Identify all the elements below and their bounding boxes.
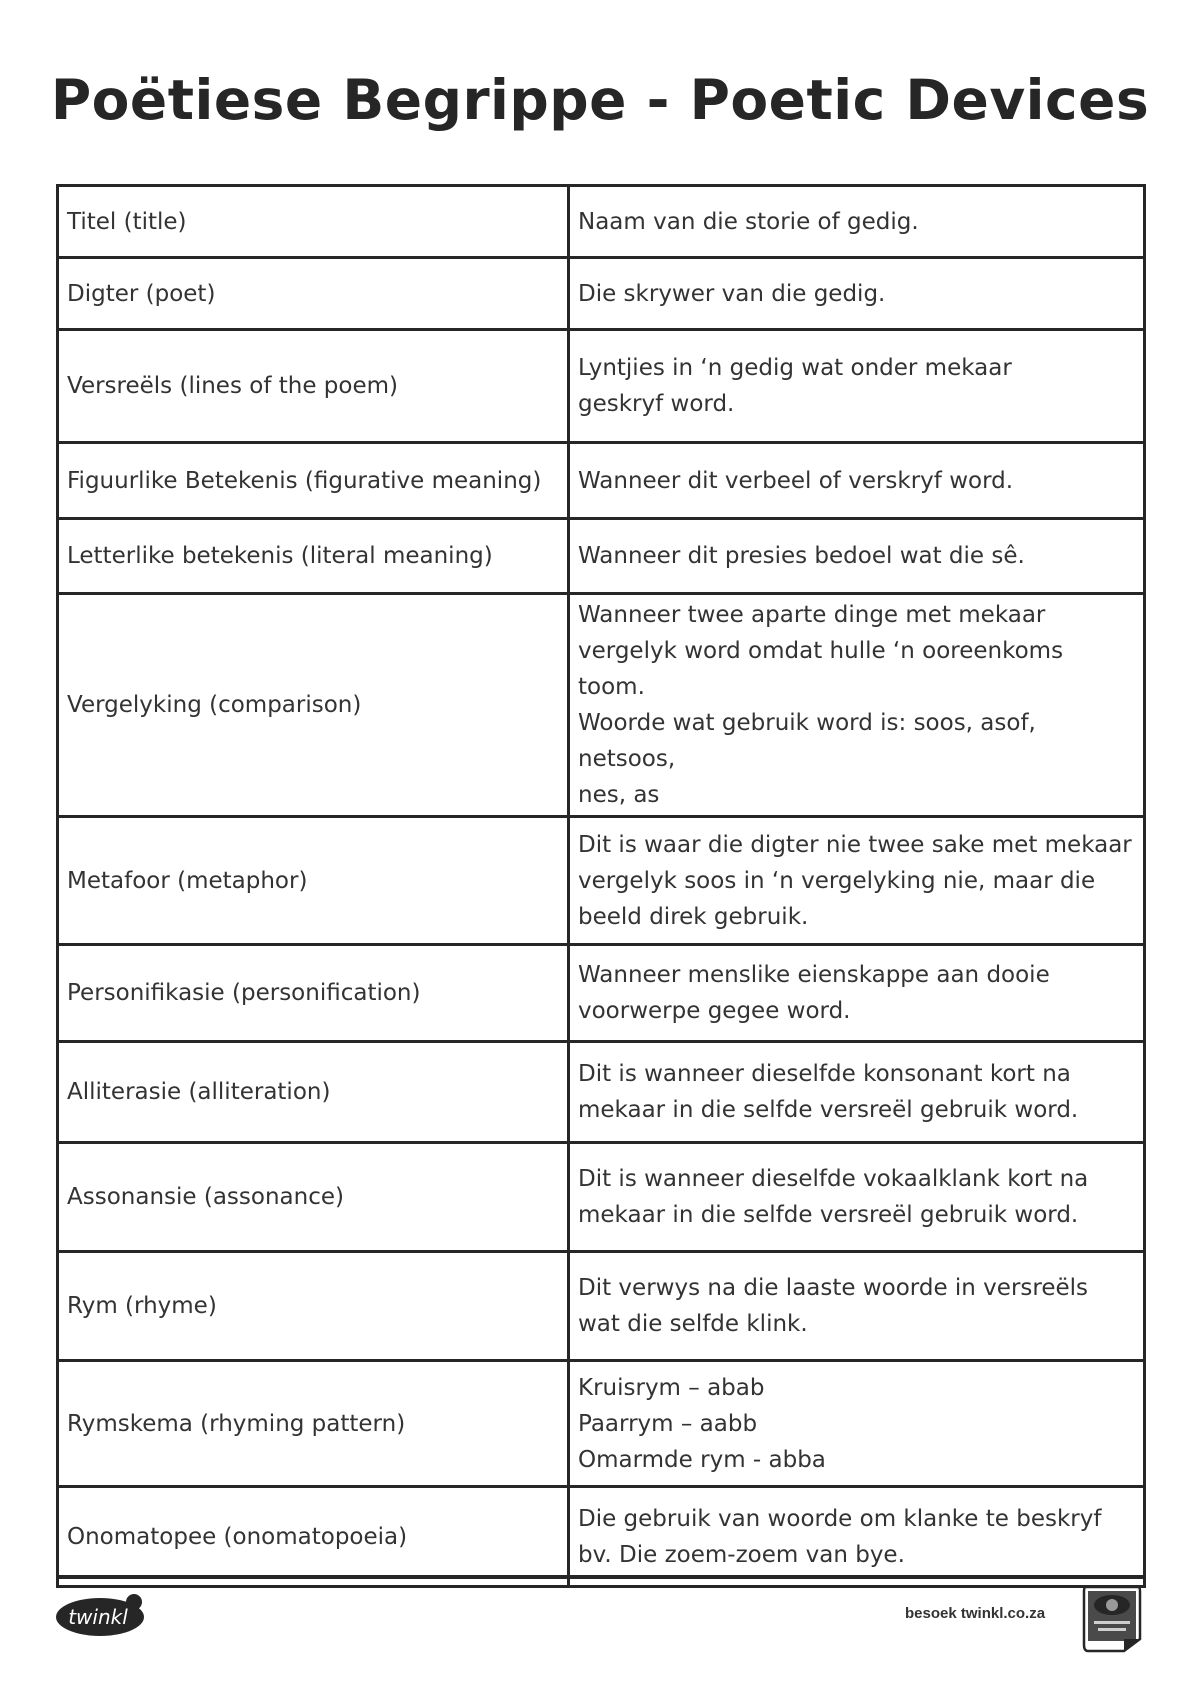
term-cell: Figuurlike Betekenis (figurative meaning): [58, 443, 569, 519]
table-row: [58, 330, 1145, 443]
table-row: [58, 258, 1145, 330]
twinkl-logo: [54, 1593, 150, 1639]
definition-cell: Naam van die storie of gedig.: [569, 186, 1145, 258]
term-cell: Alliterasie (alliteration): [58, 1042, 569, 1143]
term-cell: Titel (title): [58, 186, 569, 258]
definition-cell: Lyntjies in ‘n gedig wat onder mekaar geskryf word.: [569, 330, 1145, 443]
term-cell: Rymskema (rhyming pattern): [58, 1361, 569, 1487]
table-row: [58, 945, 1145, 1042]
definition-cell: Die skrywer van die gedig.: [569, 258, 1145, 330]
table-row: [58, 519, 1145, 594]
table-row: [58, 186, 1145, 258]
page-title: Poëtiese Begrippe - Poetic Devices: [50, 68, 1150, 132]
table-row: [58, 1361, 1145, 1487]
definition-cell: Wanneer menslike eienskappe aan dooie voorwerpe gegee word.: [569, 945, 1145, 1042]
term-cell: Letterlike betekenis (literal meaning): [58, 519, 569, 594]
term-cell: Assonansie (assonance): [58, 1143, 569, 1252]
definition-cell: Die gebruik van woorde om klanke te beskryf bv. Die zoem-zoem van bye.: [569, 1487, 1145, 1587]
term-cell: Vergelyking (comparison): [58, 594, 569, 817]
term-cell: Rym (rhyme): [58, 1252, 569, 1361]
table-row: [58, 817, 1145, 945]
term-cell: Personifikasie (personification): [58, 945, 569, 1042]
logo-text: twinkl: [68, 1605, 128, 1629]
term-cell: Onomatopee (onomatopoeia): [58, 1487, 569, 1587]
term-cell: Versreëls (lines of the poem): [58, 330, 569, 443]
table-row: [58, 1487, 1145, 1587]
poetic-devices-table: [56, 184, 1146, 1588]
visit-link-text: besoek twinkl.co.za: [905, 1605, 1046, 1622]
table-row: [58, 1252, 1145, 1361]
definition-cell: Dit is wanneer dieselfde vokaalklank kort na mekaar in die selfde versreël gebruik word.: [569, 1143, 1145, 1252]
quality-standard-badge-icon: [1080, 1583, 1144, 1653]
term-cell: Digter (poet): [58, 258, 569, 330]
definition-cell: Dit is waar die digter nie twee sake met mekaar vergelyk soos in ‘n vergelyking nie, maar die beeld direk gebruik.: [569, 817, 1145, 945]
table-row: [58, 1143, 1145, 1252]
term-cell: Metafoor (metaphor): [58, 817, 569, 945]
definition-cell: Wanneer twee aparte dinge met mekaar vergelyk word omdat hulle ‘n ooreenkoms toom. Woorde wat gebruik word is: soos, asof, netsoos, nes, as: [569, 594, 1145, 817]
table-row: [58, 443, 1145, 519]
definition-cell: Wanneer dit presies bedoel wat die sê.: [569, 519, 1145, 594]
table-row: [58, 594, 1145, 817]
definition-cell: Dit is wanneer dieselfde konsonant kort na mekaar in die selfde versreël gebruik word.: [569, 1042, 1145, 1143]
definition-cell: Wanneer dit verbeel of verskryf word.: [569, 443, 1145, 519]
definition-cell: Dit verwys na die laaste woorde in versreëls wat die selfde klink.: [569, 1252, 1145, 1361]
definition-cell: Kruisrym – abab Paarrym – aabb Omarmde rym - abba: [569, 1361, 1145, 1487]
footer-divider: [56, 1575, 1146, 1579]
table-row: [58, 1042, 1145, 1143]
